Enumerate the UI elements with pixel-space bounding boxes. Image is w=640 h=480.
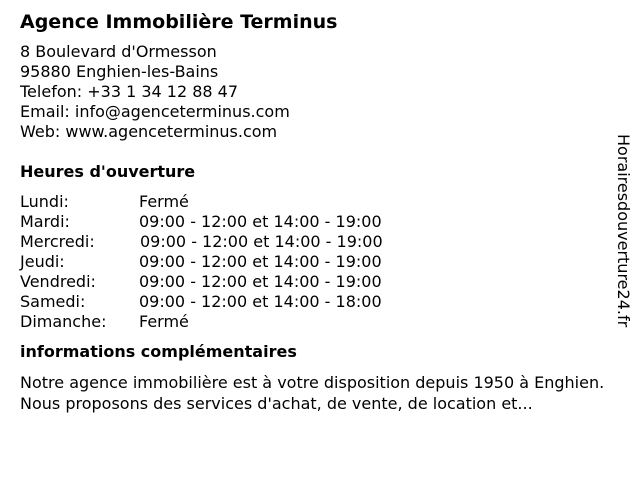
info-title: informations complémentaires	[20, 342, 297, 361]
hours-row	[20, 252, 610, 272]
web-line: Web: www.agenceterminus.com	[20, 122, 278, 141]
hours-day: Vendredi:	[20, 272, 96, 291]
hours-row	[20, 192, 610, 212]
hours-row	[20, 232, 610, 252]
hours-day: Mardi:	[20, 212, 70, 231]
address-line-2: 95880 Enghien-les-Bains	[20, 62, 219, 81]
hours-row	[20, 212, 610, 232]
hours-table	[20, 192, 610, 332]
hours-row	[20, 312, 610, 332]
hours-time: 09:00 - 12:00 et 14:00 - 18:00	[139, 292, 382, 311]
hours-row	[20, 292, 610, 312]
hours-time: 09:00 - 12:00 et 14:00 - 19:00	[139, 272, 382, 291]
hours-row	[20, 272, 610, 292]
hours-day: Mercredi:	[20, 232, 95, 251]
email-line: Email: info@agenceterminus.com	[20, 102, 290, 121]
hours-day: Lundi:	[20, 192, 69, 211]
address-line-1: 8 Boulevard d'Ormesson	[20, 42, 217, 61]
hours-time: 09:00 - 12:00 et 14:00 - 19:00	[139, 252, 382, 271]
info-text: Notre agence immobilière est à votre disposition depuis 1950 à Enghien. Nous proposons des services d'achat, de vente, de location et...	[20, 373, 605, 413]
agency-card	[20, 10, 610, 414]
hours-day: Dimanche:	[20, 312, 107, 331]
hours-time: Fermé	[139, 312, 189, 331]
hours-day: Samedi:	[20, 292, 86, 311]
agency-name: Agence Immobilière Terminus	[20, 11, 338, 33]
site-credit[interactable]: Horairesdouverture24.fr	[614, 134, 633, 328]
hours-time: 09:00 - 12:00 et 14:00 - 19:00	[140, 232, 383, 251]
hours-time: Fermé	[139, 192, 189, 211]
hours-day: Jeudi:	[20, 252, 65, 271]
hours-title: Heures d'ouverture	[20, 162, 196, 181]
hours-time: 09:00 - 12:00 et 14:00 - 19:00	[139, 212, 382, 231]
phone-line: Telefon: +33 1 34 12 88 47	[20, 82, 239, 101]
